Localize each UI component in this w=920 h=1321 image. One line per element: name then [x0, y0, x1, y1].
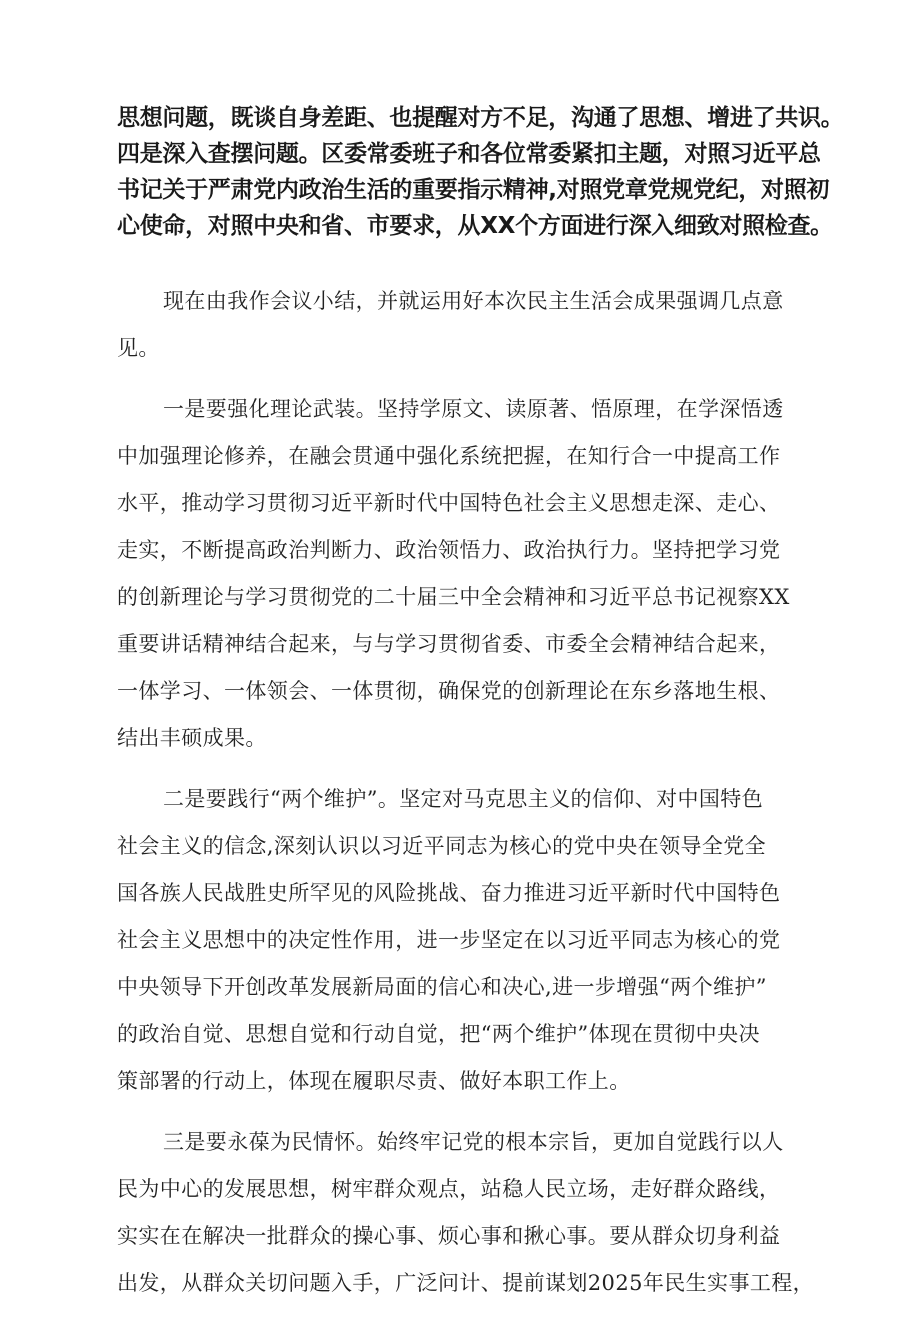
text-line: 策部署的行动上，体现在履职尽责、做好本职工作上。 [117, 1069, 631, 1093]
text-line: 一体学习、一体领会、一体贯彻，确保党的创新理论在东乡落地生根、 [117, 679, 781, 703]
text-line: 社会主义的信念,深刻认识以习近平同志为核心的党中央在领导全党全 [117, 834, 767, 858]
text-line: 社会主义思想中的决定性作用，进一步坚定在以习近平同志为核心的党 [117, 928, 781, 952]
text-line: 水平，推动学习贯彻习近平新时代中国特色社会主义思想走深、走心、 [117, 491, 781, 515]
text-line: 国各族人民战胜史所罕见的风险挑战、奋力推进习近平新时代中国特色 [117, 881, 781, 905]
bold-line: 思想问题，既谈自身差距、也提醒对方不足，沟通了思想、增进了共识。 [117, 105, 844, 131]
paragraph-people-first [117, 1119, 847, 1307]
text-line: 现在由我作会议小结，并就运用好本次民主生活会成果强调几点意 [163, 289, 784, 313]
text-line: 的政治自觉、思想自觉和行动自觉，把“两个维护”体现在贯彻中央决 [117, 1022, 760, 1046]
bold-line: 心使命，对照中央和省、市要求，从XX个方面进行深入细致对照检查。 [117, 213, 833, 239]
text-line: 出发，从群众关切问题入手，广泛问计、提前谋划2025年民生实事工程， [117, 1271, 815, 1295]
text-line: 一是要强化理论武装。坚持学原文、读原著、悟原理，在学深悟透 [163, 397, 784, 421]
text-line: 中央领导下开创改革发展新局面的信心和决心,进一步增强“两个维护” [117, 975, 767, 999]
paragraph-summary [117, 278, 847, 372]
bold-line: 书记关于严肃党内政治生活的重要指示精神,对照党章党规党纪，对照初 [117, 177, 830, 203]
text-line: 结出丰硕成果。 [117, 726, 267, 750]
text-line: 三是要永葆为民情怀。始终牢记党的根本宗旨，更加自觉践行以人 [163, 1130, 784, 1154]
paragraph-two-maintenances [117, 776, 847, 1105]
text-line: 民为中心的发展思想，树牢群众观点，站稳人民立场，走好群众路线， [117, 1177, 781, 1201]
text-line: 见。 [117, 336, 160, 360]
text-line: 实实在在解决一批群众的操心事、烦心事和揪心事。要从群众切身利益 [117, 1224, 781, 1248]
text-line: 二是要践行“两个维护”。坚定对马克思主义的信仰、对中国特色 [163, 787, 764, 811]
bold-summary-block [117, 100, 847, 244]
paragraph-theory [117, 386, 847, 762]
text-line: 的创新理论与学习贯彻党的二十届三中全会精神和习近平总书记视察XX [117, 585, 790, 609]
body-text [117, 278, 847, 1321]
text-line: 走实，不断提高政治判断力、政治领悟力、政治执行力。坚持把学习党 [117, 538, 781, 562]
text-line: 重要讲话精神结合起来，与与学习贯彻省委、市委全会精神结合起来， [117, 632, 781, 656]
bold-line: 四是深入查摆问题。区委常委班子和各位常委紧扣主题，对照习近平总 [117, 141, 821, 167]
text-line: 中加强理论修养，在融会贯通中强化系统把握，在知行合一中提高工作 [117, 444, 781, 468]
